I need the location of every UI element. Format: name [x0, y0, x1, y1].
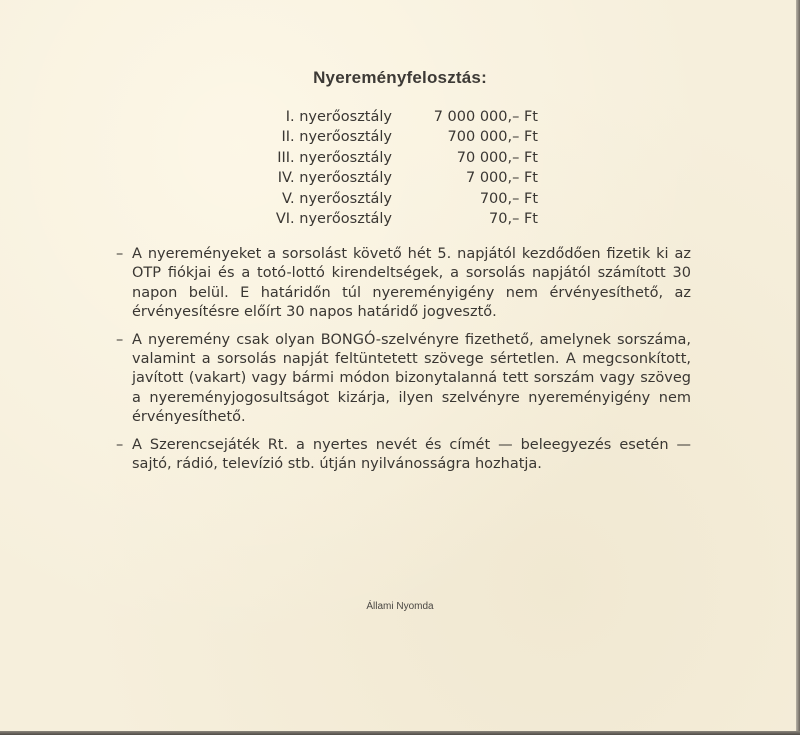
- prize-row: [240, 168, 560, 188]
- printer-imprint: Állami Nyomda: [366, 601, 434, 612]
- dash-bullet: –: [116, 331, 124, 348]
- document-title: Nyereményfelosztás:: [313, 68, 487, 87]
- prize-class-label: VI. nyerőosztály: [275, 210, 392, 227]
- prize-class-label: III. nyerőosztály: [277, 149, 392, 166]
- prize-row: [240, 107, 560, 127]
- prize-amount: 700 000,– Ft: [447, 129, 538, 146]
- note-text: A nyereményeket a sorsolást követő hét 5. napjától kezdődően fizetik ki az OTP fiókjai és a totó-lottó kirendeltségek, a sorsolás napjától számított 30 napon belül. E határidőn túl nyereményigény nem érvényesíthető, az érvényesítésre előírt 30 napos határidő jogvesztő.: [132, 246, 691, 321]
- paper-edge-right: [796, 0, 800, 735]
- note-publicity: [116, 436, 691, 475]
- prize-row: [240, 209, 560, 229]
- prize-class-label: IV. nyerőosztály: [277, 170, 392, 187]
- prize-row: [240, 148, 560, 168]
- note-text: A nyeremény csak olyan BONGÓ-szelvényre fizethető, amelynek sorszáma, valamint a sorsolás napját feltüntetett szövege sértetlen. A megcsonkított, javított (vakart) vagy bármi módon bizonytalanná tett sorszám vagy szöveg a nyereményjogosultságot kizárja, ilyen szelvényre nyereményigény nem érvényesíthető.: [132, 331, 691, 426]
- note-text: A Szerencsejáték Rt. a nyertes nevét és címét — beleegyezés esetén — sajtó, rádió, televízió stb. útján nyilvánosságra hozhatja.: [132, 436, 691, 473]
- prize-class-label: V. nyerőosztály: [281, 190, 392, 207]
- note-payout-terms: [116, 245, 691, 323]
- prize-class-label: I. nyerőosztály: [285, 109, 392, 125]
- prize-class-label: II. nyerőosztály: [281, 129, 392, 146]
- prize-amount: 70,– Ft: [489, 210, 538, 227]
- show-through-serial-left: [60, 615, 79, 655]
- note-ticket-validity: [116, 331, 691, 428]
- prize-amount: 7 000,– Ft: [465, 170, 538, 187]
- prize-amount: 7 000 000,– Ft: [433, 109, 538, 125]
- dash-bullet: –: [116, 436, 124, 453]
- prize-amount: 70 000,– Ft: [456, 149, 538, 166]
- prize-row: [240, 189, 560, 209]
- terms-notes: [116, 245, 691, 482]
- paper-edge-bottom: [0, 731, 800, 735]
- prize-distribution-table: [240, 107, 560, 229]
- prize-amount: 700,– Ft: [479, 190, 538, 207]
- dash-bullet: –: [116, 246, 124, 262]
- prize-row: [240, 127, 560, 147]
